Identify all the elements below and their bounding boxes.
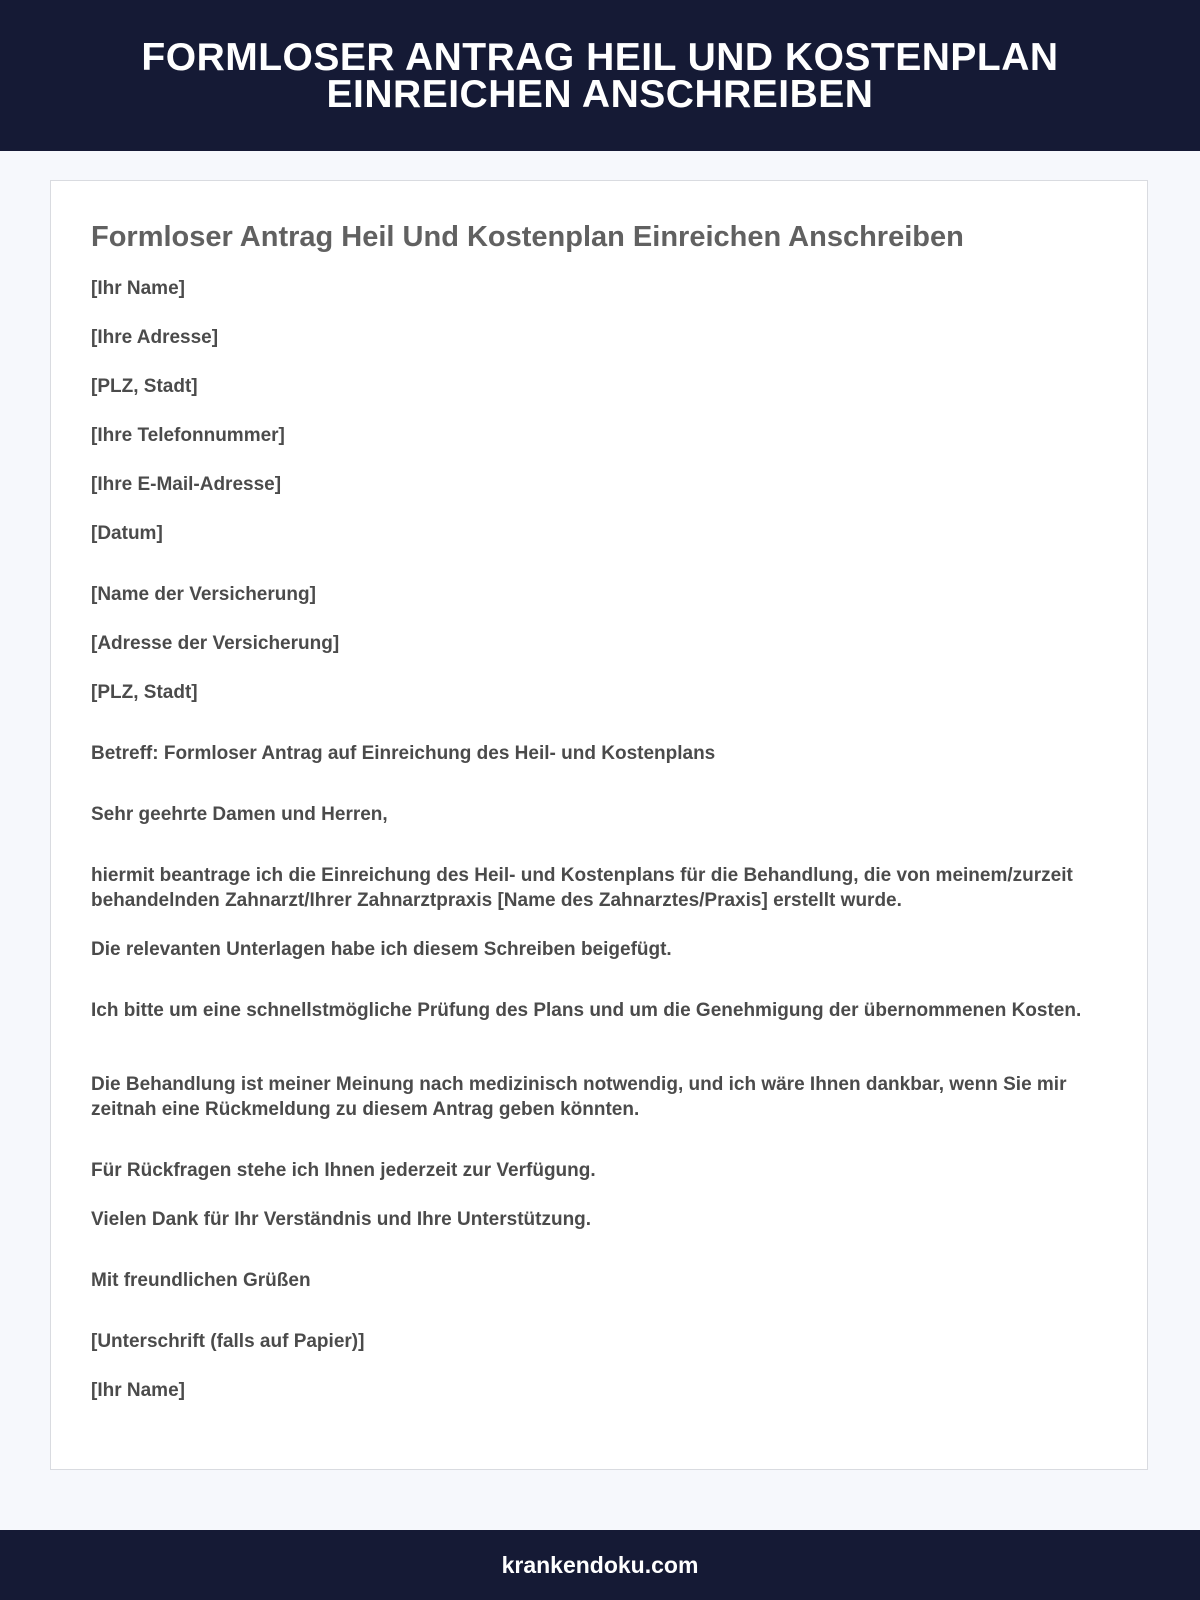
header-title: FORMLOSER ANTRAG HEIL UND KOSTENPLAN EINREICHEN ANSCHREIBEN (141, 35, 1059, 116)
recipient-city: [PLZ, Stadt] (91, 682, 198, 703)
signature-name: [Ihr Name] (91, 1380, 185, 1401)
letter-card (50, 180, 1148, 1470)
body-paragraph: Die relevanten Unterlagen habe ich diesem Schreiben beigefügt. (91, 939, 672, 960)
sender-name: [Ihr Name] (91, 278, 185, 299)
body-paragraph: Für Rückfragen stehe ich Ihnen jederzeit zur Verfügung. (91, 1160, 596, 1181)
recipient-address: [Adresse der Versicherung] (91, 633, 340, 654)
letter-salutation: Sehr geehrte Damen und Herren, (91, 804, 388, 825)
document-title: Formloser Antrag Heil Und Kostenplan Einreichen Anschreiben (91, 221, 964, 253)
body-paragraph: hiermit beantrage ich die Einreichung des Heil- und Kostenplans für die Behandlung, die von meinem/zurzeit behandelnden Zahnarzt/Ihrer Zahnarztpraxis [Name des Zahnarztes/Praxis] erstellt wurde. (91, 865, 1073, 911)
sender-address: [Ihre Adresse] (91, 327, 219, 348)
letter-subject: Betreff: Formloser Antrag auf Einreichung des Heil- und Kostenplans (91, 743, 716, 764)
body-paragraph: Ich bitte um eine schnellstmögliche Prüfung des Plans und um die Genehmigung der übernommenen Kosten. (91, 1000, 1082, 1021)
letter-closing: Mit freundlichen Grüßen (91, 1270, 311, 1291)
signature-line: [Unterschrift (falls auf Papier)] (91, 1331, 365, 1352)
page-header (0, 0, 1200, 151)
page-footer (0, 1530, 1200, 1600)
sender-phone: [Ihre Telefonnummer] (91, 425, 285, 446)
body-paragraph: Die Behandlung ist meiner Meinung nach medizinisch notwendig, und ich wäre Ihnen dankbar, wenn Sie mir zeitnah eine Rückmeldung zu diesem Antrag geben könnten. (91, 1074, 1067, 1120)
recipient-name: [Name der Versicherung] (91, 584, 316, 605)
sender-email: [Ihre E-Mail-Adresse] (91, 474, 282, 495)
sender-city: [PLZ, Stadt] (91, 376, 198, 397)
letter-date: [Datum] (91, 523, 163, 544)
footer-site-name: krankendoku.com (501, 1551, 699, 1578)
body-paragraph: Vielen Dank für Ihr Verständnis und Ihre Unterstützung. (91, 1209, 592, 1230)
